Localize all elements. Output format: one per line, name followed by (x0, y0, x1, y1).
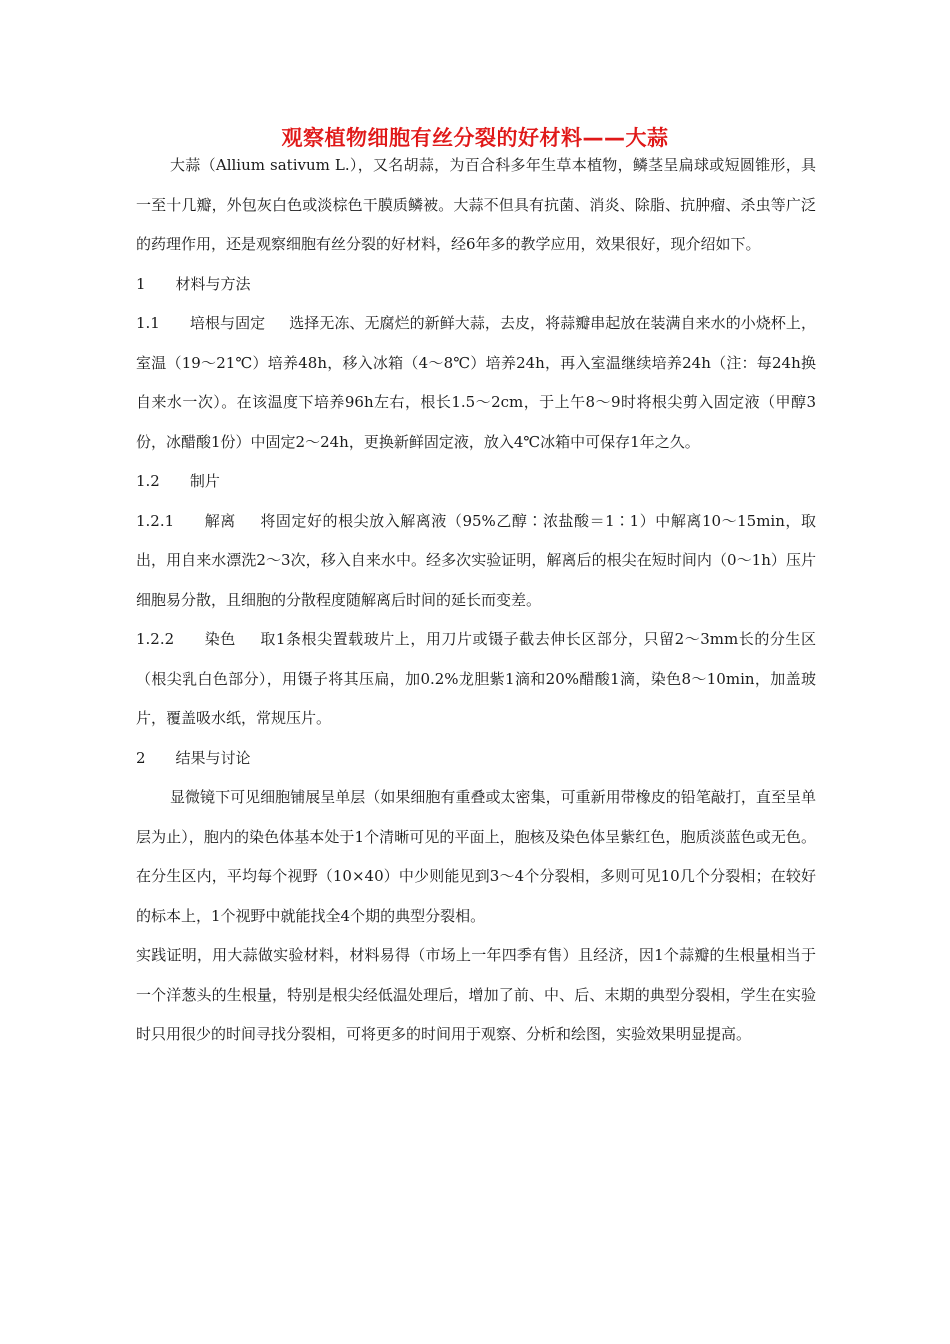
section-1-2-1-paragraph (136, 502, 816, 621)
section-1-heading (136, 265, 816, 305)
section-2-heading (136, 739, 816, 779)
section-1-2-2-number: 1.2.2 (136, 630, 175, 648)
section-1-2-2-paragraph (136, 620, 816, 739)
section-1-2-heading (136, 462, 816, 502)
document-body (136, 146, 816, 1055)
section-1-2-2-text: 取1条根尖置载玻片上，用刀片或镊子截去伸长区部分，只留2～3mm长的分生区（根尖乳白色部分），用镊子将其压扁，加0.2%龙胆紫1滴和20%醋酸1滴，染色8～10min，加盖玻片，覆盖吸水纸，常规压片。 (136, 630, 816, 727)
section-1-1-number: 1.1 (136, 314, 160, 332)
section-1-1-paragraph (136, 304, 816, 462)
conclusion-paragraph: 实践证明，用大蒜做实验材料，材料易得（市场上一年四季有售）且经济，因1个蒜瓣的生根量相当于一个洋葱头的生根量，特别是根尖经低温处理后，增加了前、中、后、末期的典型分裂相，学生在实验时只用很少的时间寻找分裂相，可将更多的时间用于观察、分析和绘图，实验效果明显提高。 (136, 946, 816, 1043)
section-1-2-2-title: 染色 (204, 630, 236, 648)
section-1-2-title: 制片 (189, 472, 220, 490)
section-1-2-1-text: 将固定好的根尖放入解离液（95%乙醇∶浓盐酸＝1∶1）中解离10～15min，取出，用自来水漂洗2～3次，移入自来水中。经多次实验证明，解离后的根尖在短时间内（0～1h）压片细胞易分散，且细胞的分散程度随解离后时间的延长而变差。 (136, 511, 816, 609)
section-1-1-title: 培根与固定 (189, 314, 266, 332)
section-1-number: 1 (136, 274, 146, 293)
document-title: 观察植物细胞有丝分裂的好材料——大蒜 (281, 126, 669, 150)
section-1-2-1-number: 1.2.1 (136, 511, 175, 530)
section-2-title: 结果与讨论 (175, 748, 251, 767)
section-1-2-1-title: 解离 (204, 511, 236, 530)
intro-paragraph: 大蒜（Allium sativum L.），又名胡蒜，为百合科多年生草本植物，鳞茎呈扁球或短圆锥形，具一至十几瓣，外包灰白色或淡棕色干膜质鳞被。大蒜不但具有抗菌、消炎、除脂、抗肿瘤、杀虫等广泛的药理作用，还是观察细胞有丝分裂的好材料，经6年多的教学应用，效果很好，现介绍如下。 (136, 156, 816, 253)
section-2-number: 2 (136, 748, 146, 767)
results-paragraph: 显微镜下可见细胞铺展呈单层（如果细胞有重叠或太密集，可重新用带橡皮的铅笔敲打，直至呈单层为止），胞内的染色体基本处于1个清晰可见的平面上，胞核及染色体呈紫红色，胞质淡蓝色或无色。在分生区内，平均每个视野（10×40）中少则能见到3～4个分裂相，多则可见10几个分裂相；在较好的标本上，1个视野中就能找全4个期的典型分裂相。 (136, 788, 816, 925)
section-1-2-number: 1.2 (136, 472, 160, 490)
section-1-title: 材料与方法 (175, 274, 251, 293)
section-1-1-text: 选择无冻、无腐烂的新鲜大蒜，去皮，将蒜瓣串起放在装满自来水的小烧杯上，室温（19～21℃）培养48h，移入冰箱（4～8℃）培养24h，再入室温继续培养24h（注：每24h换自来水一次）。在该温度下培养96h左右，根长1.5～2cm，于上午8～9时将根尖剪入固定液（甲醇3份，冰醋酸1份）中固定2～24h，更换新鲜固定液，放入4℃冰箱中可保存1年之久。 (136, 314, 816, 451)
